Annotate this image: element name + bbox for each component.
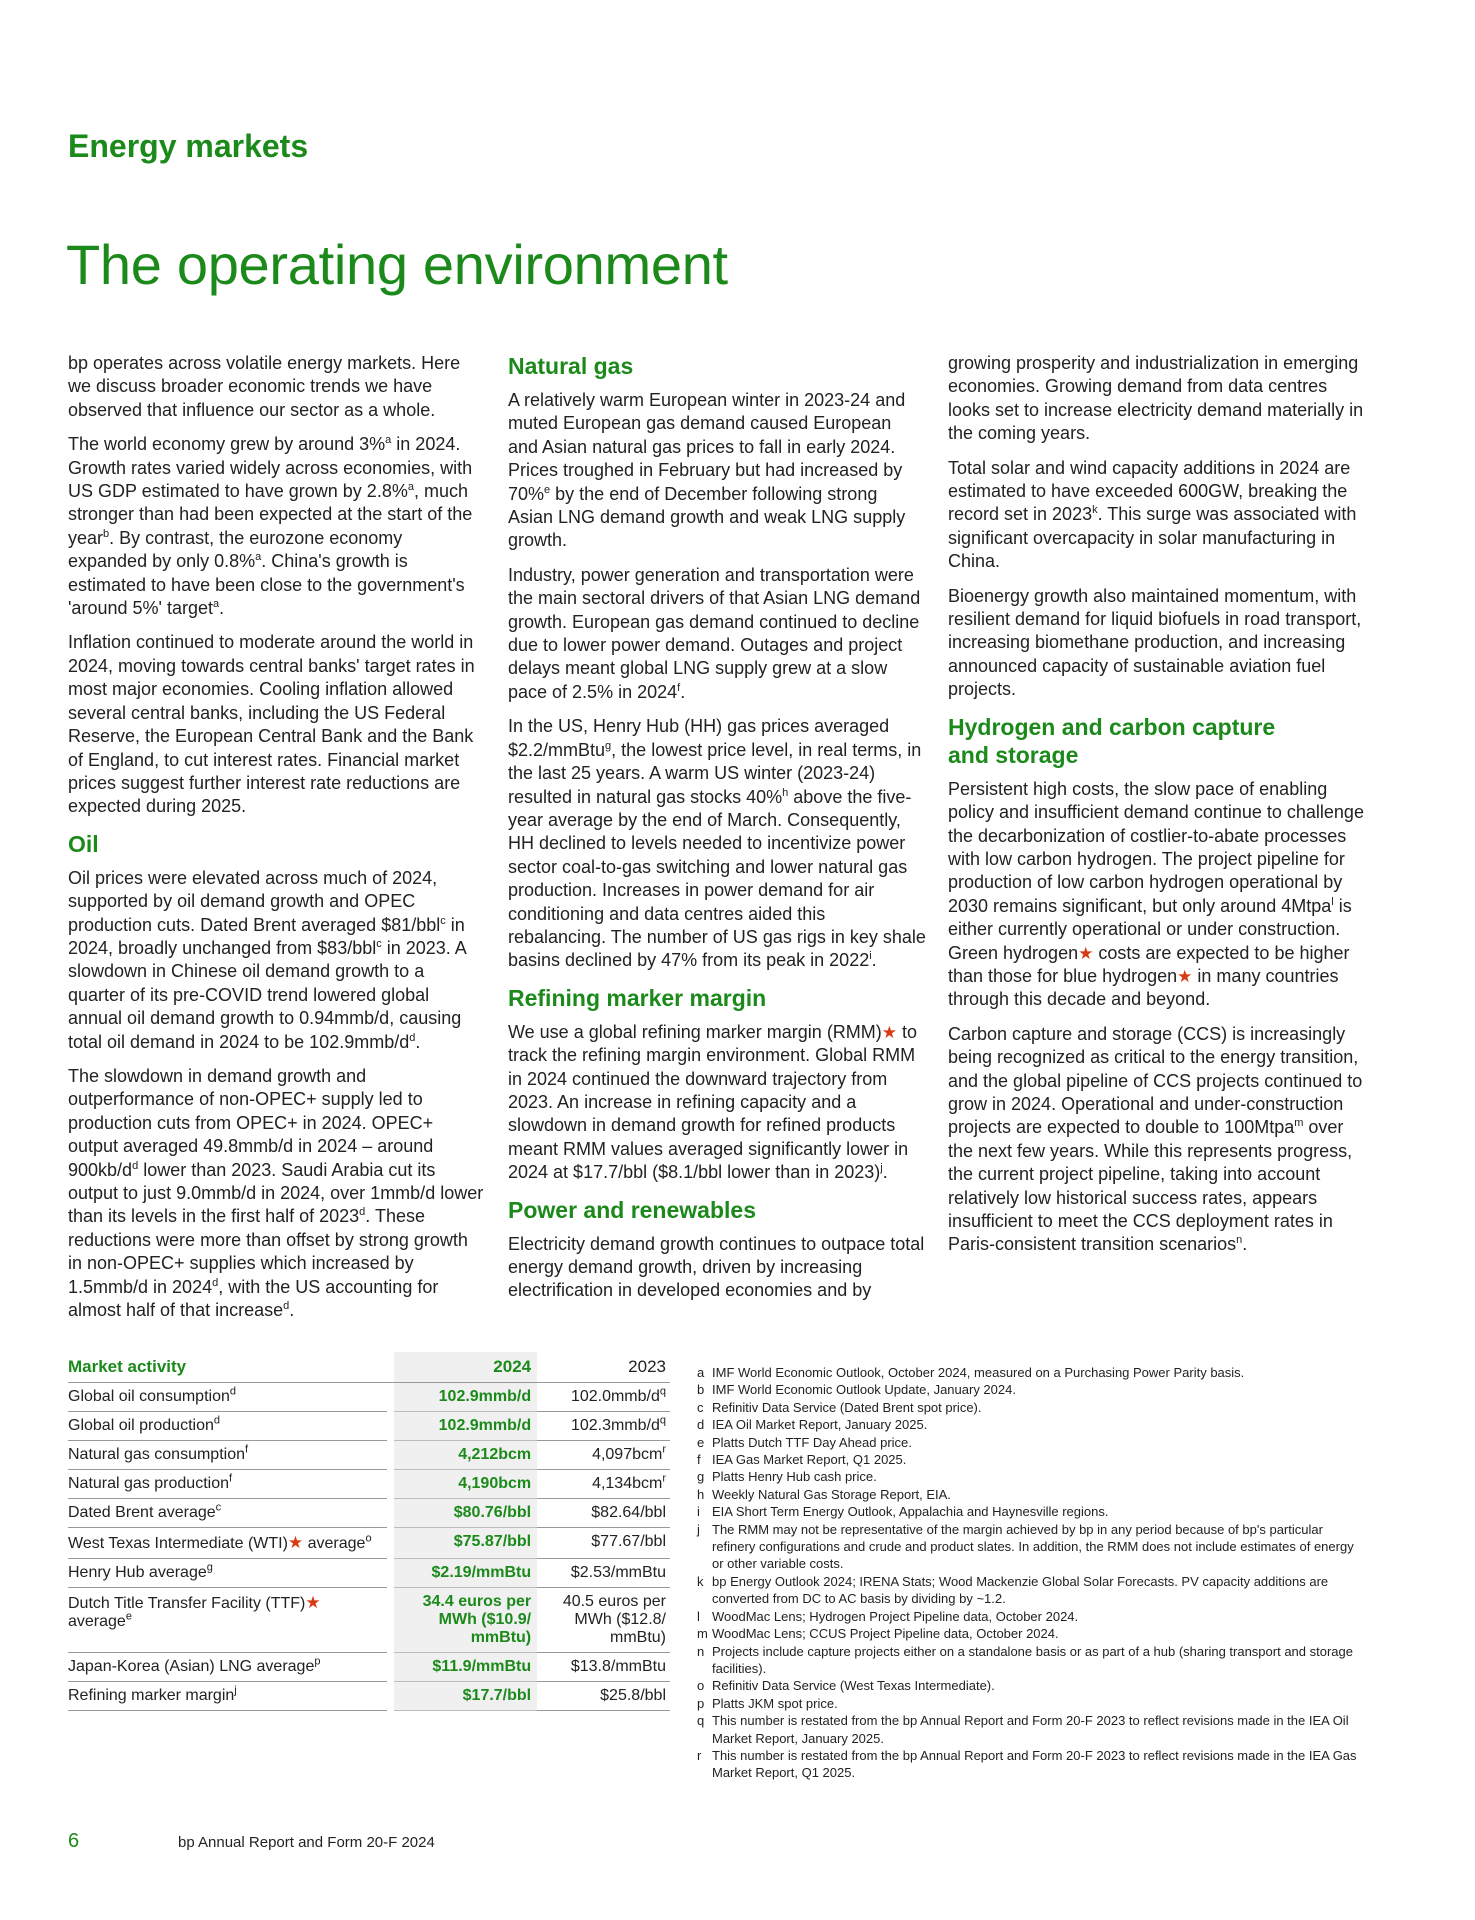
row-label: Japan-Korea (Asian) LNG average$^p$ xyxy=(68,1653,387,1682)
footnote: q This number is restated from the bp Annual Report and Form 20-F 2023 to reflect revisions made in the IEA Oil Market Report, January 2025. xyxy=(697,1713,1349,1746)
footnote: e Platts Dutch TTF Day Ahead price. xyxy=(697,1434,912,1450)
footnote: d IEA Oil Market Report, January 2025. xyxy=(697,1417,928,1433)
value-2024: $80.76/bbl xyxy=(394,1499,537,1528)
table-header-2024: 2024 xyxy=(394,1352,537,1383)
table-row xyxy=(68,1653,670,1682)
paragraph-gas-lng: Industry, power generation and transportation were the main sectoral drivers of that Asian LNG demand growth. European gas demand continued to decline due to lower power demand. Outages and project delays meant global LNG supply grew at a slow pace of 2.5% in 2024$^f$. xyxy=(508,564,921,702)
value-2023: $25.8/bbl xyxy=(537,1682,670,1711)
value-2024: $75.87/bbl xyxy=(394,1528,537,1559)
value-2024: $17.7/bbl xyxy=(394,1682,537,1711)
footnote: h Weekly Natural Gas Storage Report, EIA. xyxy=(697,1486,951,1502)
footnote: n Projects include capture projects either on a standalone basis or as part of a hub (sharing transport and storage facilities). xyxy=(697,1643,1353,1676)
paragraph-hydrogen: Persistent high costs, the slow pace of enabling policy and insufficient demand continue to challenge the decarbonization of costlier-to-abate processes with low carbon hydrogen. The project pipeline for production of low carbon hydrogen operational by 2030 remains significant, but only around 4Mtpa$^l$ is either currently operational or under construction. Green hydrogen★ costs are expected to be higher than those for blue hydrogen★ in many countries through this decade and beyond. xyxy=(948,778,1364,1010)
paragraph-prosperity: growing prosperity and industrialization in emerging economies. Growing demand from data centres looks set to increase electricity demand materially in the coming years. xyxy=(948,353,1364,444)
column-3 xyxy=(948,352,1366,1268)
table-row xyxy=(68,1441,670,1470)
star-icon: ★ xyxy=(305,1593,321,1612)
row-label: Natural gas production$^f$ xyxy=(68,1470,387,1499)
footnote: c Refinitiv Data Service (Dated Brent spot price). xyxy=(697,1399,982,1415)
row-label: Henry Hub average$^g$ xyxy=(68,1559,387,1588)
value-2023: 4,097bcm$^r$ xyxy=(537,1441,670,1470)
footnote: o Refinitiv Data Service (West Texas Intermediate). xyxy=(697,1678,995,1694)
value-2023: $102.0mmb/d^q$ xyxy=(537,1383,670,1412)
value-2024: 102.9mmb/d xyxy=(394,1412,537,1441)
value-2024: 34.4 euros per MWh ($10.9/ mmBtu) xyxy=(394,1588,537,1653)
value-2024: $11.9/mmBtu xyxy=(394,1653,537,1682)
heading-power-renewables: Power and renewables xyxy=(508,1196,756,1223)
column-2 xyxy=(508,352,926,1314)
paragraph-oil-prices: Oil prices were elevated across much of 2024, supported by oil demand growth and OPEC production cuts. Dated Brent averaged $81/bbl$^c$ in 2024, broadly unchanged from $83/bbl$^c$ in 2023. A slowdown in Chinese oil demand growth to a quarter of its pre-COVID trend lowered global annual oil demand growth to 0.94mmb/d, causing total oil demand in 2024 to be $102.9mmb/d^d$. xyxy=(68,867,466,1052)
heading-hydrogen-ccs: Hydrogen and carbon capture and storage xyxy=(948,713,1276,768)
star-icon: ★ xyxy=(1078,943,1094,963)
value-2023: 4,134bcm$^r$ xyxy=(537,1470,670,1499)
footnote: j The RMM may not be representative of the margin achieved by bp in any period because of bp's particular refinery configurations and crude and product slates. In addition, the RMM does not include estimates of energy or other variable costs. xyxy=(697,1521,1354,1572)
value-2023: $2.53/mmBtu xyxy=(537,1559,670,1588)
paragraph-rmm: We use a global refining marker margin (RMM)★ to track the refining margin environment. Global RMM in 2024 continued the downward trajectory from 2023. An increase in refining capacity and a slowdown in demand growth for refined products meant RMM values averaged significantly lower in 2024 at $17.7/bbl ($8.1/bbl lower than in 2023)$^j$. xyxy=(508,1021,918,1183)
row-label: Global oil production$^d$ xyxy=(68,1412,387,1441)
table-row xyxy=(68,1383,670,1412)
paragraph-opec: The slowdown in demand growth and outperformance of non-OPEC+ supply led to production cuts from OPEC+ in 2024. OPEC+ output averaged 49.8mmb/d in 2024 – around $900kb/d^d$ lower than 2023. Saudi Arabia cut its output to just 9.0mmb/d in 2024, over 1mmb/d lower than its levels in the first half of 2023$^d$. These reductions were more than offset by strong growth in non-OPEC+ supplies which increased by 1.5mmb/d in 2024$^d$, with the US accounting for almost half of that increase$^d$. xyxy=(68,1065,484,1321)
footnote: p Platts JKM spot price. xyxy=(697,1695,838,1711)
footnote: f IEA Gas Market Report, Q1 2025. xyxy=(697,1452,907,1468)
paragraph-inflation: Inflation continued to moderate around the world in 2024, moving towards central banks' target rates in most major economies. Cooling inflation allowed several central banks, including the US Federal Reserve, the European Central Bank and the Bank of England, to cut interest rates. Financial market prices suggest further interest rate reductions are expected during 2025. xyxy=(68,632,475,817)
column-1 xyxy=(68,352,484,1333)
footer-text: bp Annual Report and Form 20-F 2024 xyxy=(178,1834,435,1851)
footnote: b IMF World Economic Outlook Update, January 2024. xyxy=(697,1382,1016,1398)
paragraph-gas-europe: A relatively warm European winter in 2023-24 and muted European gas demand caused European and Asian natural gas prices to fall in early 2024. Prices troughed in February but had increased by 70%$^e$ by the end of December following strong Asian LNG demand growth and weak LNG supply growth. xyxy=(508,390,906,551)
table-row xyxy=(68,1682,670,1711)
table-row xyxy=(68,1528,670,1559)
table-row xyxy=(68,1499,670,1528)
table-header-label: Market activity xyxy=(68,1352,387,1383)
paragraph-solar-wind: Total solar and wind capacity additions in 2024 are estimated to have exceeded 600GW, breaking the record set in 2023$^k$. This surge was associated with significant overcapacity in solar manufacturing in China. xyxy=(948,457,1357,572)
row-label: Global oil consumption$^d$ xyxy=(68,1383,387,1412)
section-label: Energy markets xyxy=(68,128,309,164)
value-2023: $13.8/mmBtu xyxy=(537,1653,670,1682)
footnote: k bp Energy Outlook 2024; IRENA Stats; Wood Mackenzie Global Solar Forecasts. PV capacity additions are converted from DC to AC basis by dividing by ~1.2. xyxy=(697,1573,1329,1607)
paragraph-intro: bp operates across volatile energy markets. Here we discuss broader economic trends we have observed that influence our sector as a whole. xyxy=(68,353,461,420)
heading-natural-gas: Natural gas xyxy=(508,353,634,379)
heading-oil: Oil xyxy=(68,830,99,857)
footnote: g Platts Henry Hub cash price. xyxy=(697,1469,877,1485)
value-2023: $82.64/bbl xyxy=(537,1499,670,1528)
value-2024: 4,190bcm xyxy=(394,1470,537,1499)
star-icon: ★ xyxy=(287,1533,304,1552)
value-2023: $77.67/bbl xyxy=(537,1528,670,1559)
paragraph-ccs: Carbon capture and storage (CCS) is increasingly being recognized as critical to the energy transition, and the global pipeline of CCS projects continued to grow in 2024. Operational and under-construction projects are expected to double to 100Mtpa$^m$ over the next few years. While this represents progress, the current project pipeline, taking into account relatively low historical success rates, appears insufficient to meet the CCS deployment rates in Paris-consistent transition scenarios$^n$. xyxy=(948,1023,1363,1255)
table-row xyxy=(68,1559,670,1588)
page-number: 6 xyxy=(68,1830,80,1852)
row-label: West Texas Intermediate (WTI)★ average$^o$ xyxy=(68,1528,387,1559)
star-icon: ★ xyxy=(881,1022,898,1042)
footnote: a IMF World Economic Outlook, October 2024, measured on a Purchasing Power Parity basis. xyxy=(697,1365,1245,1380)
row-label: Dated Brent average$^c$ xyxy=(68,1499,387,1528)
paragraph-electricity: Electricity demand growth continues to outpace total energy demand growth, driven by increasing electrification in developed economies and by xyxy=(508,1233,925,1301)
table-header-2023: 2023 xyxy=(537,1352,670,1383)
row-label: Natural gas consumption$^f$ xyxy=(68,1441,387,1470)
table-row xyxy=(68,1412,670,1441)
value-2023: 40.5 euros per MWh ($12.8/ mmBtu) xyxy=(537,1588,670,1653)
footnote: i EIA Short Term Energy Outlook, Appalachia and Haynesville regions. xyxy=(697,1504,1109,1520)
footnote: m WoodMac Lens; CCUS Project Pipeline data, October 2024. xyxy=(697,1626,1059,1642)
value-2024: 102.9mmb/d xyxy=(394,1383,537,1412)
footnote: l WoodMac Lens; Hydrogen Project Pipeline data, October 2024. xyxy=(697,1608,1079,1624)
footnotes xyxy=(697,1364,1367,1782)
row-label: Dutch Title Transfer Facility (TTF)★ average$^e$ xyxy=(68,1588,387,1653)
table-row xyxy=(68,1588,670,1653)
footnote: r This number is restated from the bp Annual Report and Form 20-F 2023 to reflect revisions made in the IEA Gas Market Report, Q1 2025. xyxy=(697,1747,1357,1781)
paragraph-economy: The world economy grew by around 3%$^a$ in 2024. Growth rates varied widely across economies, with US GDP estimated to have grown by 2.8%$^a$, much stronger than had been expected at the start of the year$^b$. By contrast, the eurozone economy expanded by only 0.8%$^a$. China's growth is estimated to have been close to the government's 'around 5%' target$^a$. xyxy=(68,434,473,619)
row-label: Refining marker margin$^j$ xyxy=(68,1682,387,1711)
paragraph-henry-hub: In the US, Henry Hub (HH) gas prices averaged $2.2/mmBtu$^g$, the lowest price level, in real terms, in the last 25 years. A warm US winter (2023-24) resulted in natural gas stocks 40%$^h$ above the five-year average by the end of March. Consequently, HH declined to levels needed to incentivize power sector coal-to-gas switching and lower natural gas production. Increases in power demand for air conditioning and data centres aided this rebalancing. The number of US gas rigs in key shale basins declined by 47% from its peak in 2022$^i$. xyxy=(508,716,926,971)
value-2023: $102.3mmb/d^q$ xyxy=(537,1412,670,1441)
market-activity-table xyxy=(68,1352,670,1711)
heading-refining-marker-margin: Refining marker margin xyxy=(508,984,767,1011)
table-row xyxy=(68,1470,670,1499)
paragraph-bioenergy: Bioenergy growth also maintained momentum, with resilient demand for liquid biofuels in road transport, increasing biomethane production, and increasing announced capacity of sustainable aviation fuel projects. xyxy=(948,585,1362,700)
star-icon: ★ xyxy=(1177,966,1193,986)
value-2024: $2.19/mmBtu xyxy=(394,1559,537,1588)
page-title: The operating environment xyxy=(66,233,728,296)
value-2024: 4,212bcm xyxy=(394,1441,537,1470)
